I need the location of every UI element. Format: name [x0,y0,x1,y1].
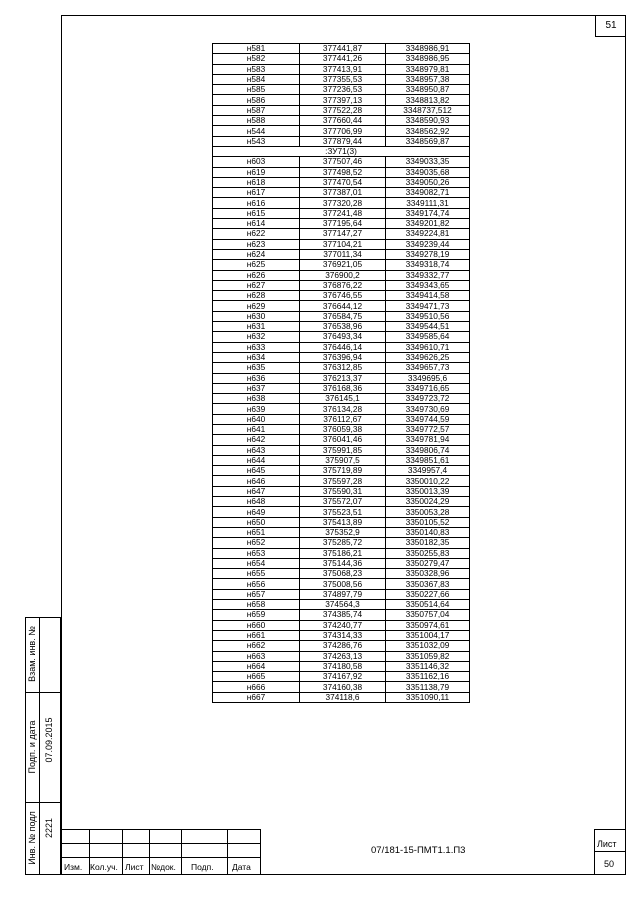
table-row [213,538,470,548]
table-row [213,291,470,301]
point-id-cell: н632 [213,332,300,342]
y-coordinate-cell: 3348813,82 [386,95,470,105]
table-row [213,394,470,404]
table-row [213,208,470,218]
table-row [213,352,470,362]
x-coordinate-cell: 376493,34 [300,332,386,342]
y-coordinate-cell: 3349033,35 [386,157,470,167]
table-row [213,569,470,579]
point-id-cell: н636 [213,373,300,383]
y-coordinate-cell: 3349510,56 [386,311,470,321]
table-row [213,239,470,249]
table-row [213,672,470,682]
point-id-cell: н622 [213,229,300,239]
table-row [213,414,470,424]
left-stamp [25,617,61,875]
y-coordinate-cell: 3349851,61 [386,455,470,465]
x-coordinate-cell: 377879,44 [300,136,386,146]
point-id-cell: н659 [213,610,300,620]
x-coordinate-cell: 374564,3 [300,600,386,610]
table-row [213,373,470,383]
x-coordinate-cell: 377470,54 [300,177,386,187]
table-row [213,167,470,177]
x-coordinate-cell: 377387,01 [300,188,386,198]
y-coordinate-cell: 3348950,87 [386,85,470,95]
y-coordinate-cell: 3349471,73 [386,301,470,311]
y-coordinate-cell: 3351138,79 [386,682,470,692]
point-id-cell: н544 [213,126,300,136]
y-coordinate-cell: 3350105,52 [386,517,470,527]
table-row [213,157,470,167]
point-id-cell: н603 [213,157,300,167]
table-row [213,229,470,239]
y-coordinate-cell: 3349050,26 [386,177,470,187]
point-id-cell: н625 [213,260,300,270]
y-coordinate-cell: 3348562,92 [386,126,470,136]
y-coordinate-cell: 3349224,81 [386,229,470,239]
point-id-cell: н633 [213,342,300,352]
y-coordinate-cell: 3350013,39 [386,486,470,496]
table-row [213,445,470,455]
x-coordinate-cell: 374167,92 [300,672,386,682]
x-coordinate-cell: 376584,75 [300,311,386,321]
point-id-cell: н635 [213,363,300,373]
y-coordinate-cell: 3348986,95 [386,54,470,64]
y-coordinate-cell: 3349585,64 [386,332,470,342]
table-row [213,620,470,630]
x-coordinate-cell: 374286,76 [300,641,386,651]
point-id-cell: н588 [213,116,300,126]
point-id-cell: н617 [213,188,300,198]
point-id-cell: н581 [213,44,300,54]
point-id-cell: н585 [213,85,300,95]
point-id-cell: н666 [213,682,300,692]
table-row [213,332,470,342]
y-coordinate-cell: 3349772,57 [386,424,470,434]
table-row [213,558,470,568]
x-coordinate-cell: 374240,77 [300,620,386,630]
table-row [213,136,470,146]
table-row [213,177,470,187]
x-coordinate-cell: 374385,74 [300,610,386,620]
y-coordinate-cell: 3349806,74 [386,445,470,455]
point-id-cell: н642 [213,435,300,445]
point-id-cell: н662 [213,641,300,651]
table-row [213,579,470,589]
point-id-cell: н615 [213,208,300,218]
table-row [213,219,470,229]
y-coordinate-cell: 3348737,512 [386,105,470,115]
table-row [213,692,470,702]
x-coordinate-cell: 376213,37 [300,373,386,383]
y-coordinate-cell: 3351146,32 [386,661,470,671]
table-row [213,661,470,671]
table-row [213,116,470,126]
stamp-podp-label: Подп. и дата [27,720,37,774]
point-id-cell: н616 [213,198,300,208]
y-coordinate-cell: 3349318,74 [386,260,470,270]
table-row [213,74,470,84]
x-coordinate-cell: 375144,36 [300,558,386,568]
x-coordinate-cell: 375352,9 [300,527,386,537]
point-id-cell: н651 [213,527,300,537]
x-coordinate-cell: 376746,55 [300,291,386,301]
table-row [213,126,470,136]
y-coordinate-cell: 3348957,38 [386,74,470,84]
point-id-cell: н623 [213,239,300,249]
y-coordinate-cell: 3350053,28 [386,507,470,517]
table-row [213,188,470,198]
table-row [213,507,470,517]
x-coordinate-cell: 377355,53 [300,74,386,84]
table-row [213,486,470,496]
x-coordinate-cell: 377706,99 [300,126,386,136]
y-coordinate-cell: 3350757,04 [386,610,470,620]
x-coordinate-cell: 376876,22 [300,280,386,290]
table-row [213,54,470,64]
point-id-cell: н654 [213,558,300,568]
y-coordinate-cell: 3349239,44 [386,239,470,249]
document-code: 07/181-15-ПМТ1.1.П3 [371,845,466,856]
table-row [213,342,470,352]
top-page-number: 51 [595,15,626,37]
point-id-cell: н649 [213,507,300,517]
table-row [213,600,470,610]
y-coordinate-cell: 3350328,96 [386,569,470,579]
point-id-cell: н665 [213,672,300,682]
y-coordinate-cell: 3349716,65 [386,383,470,393]
x-coordinate-cell: 376396,94 [300,352,386,362]
y-coordinate-cell: 3349730,69 [386,404,470,414]
y-coordinate-cell: 3350227,66 [386,589,470,599]
y-coordinate-cell: 3350367,83 [386,579,470,589]
x-coordinate-cell: 376312,85 [300,363,386,373]
point-id-cell: н628 [213,291,300,301]
point-id-cell: н658 [213,600,300,610]
y-coordinate-cell: 3350182,35 [386,538,470,548]
point-id-cell: н655 [213,569,300,579]
header-podp: Подп. [191,862,214,872]
point-id-cell: н644 [213,455,300,465]
y-coordinate-cell: 3349035,68 [386,167,470,177]
x-coordinate-cell: 377236,53 [300,85,386,95]
table-row [213,455,470,465]
table-row [213,641,470,651]
x-coordinate-cell: 377147,27 [300,229,386,239]
stamp-vzam-label: Взам. инв. № [27,626,37,682]
x-coordinate-cell: 377320,28 [300,198,386,208]
x-coordinate-cell: 376059,38 [300,424,386,434]
x-coordinate-cell: 376112,67 [300,414,386,424]
y-coordinate-cell: 3349278,19 [386,249,470,259]
y-coordinate-cell: 3349332,77 [386,270,470,280]
point-id-cell: н645 [213,466,300,476]
y-coordinate-cell: 3349723,72 [386,394,470,404]
header-kol-uch: Кол.уч. [90,862,118,872]
point-id-cell: н653 [213,548,300,558]
point-id-cell: н639 [213,404,300,414]
y-coordinate-cell: 3349082,71 [386,188,470,198]
table-row [213,198,470,208]
x-coordinate-cell: 377507,46 [300,157,386,167]
x-coordinate-cell: 375907,5 [300,455,386,465]
table-row [213,95,470,105]
x-coordinate-cell: 377397,13 [300,95,386,105]
x-coordinate-cell: 376921,05 [300,260,386,270]
x-coordinate-cell: 377441,26 [300,54,386,64]
stamp-inv-value: 2221 [44,817,54,839]
point-id-cell: н634 [213,352,300,362]
point-id-cell: н650 [213,517,300,527]
x-coordinate-cell: 375068,23 [300,569,386,579]
y-coordinate-cell: 3348590,93 [386,116,470,126]
table-row [213,527,470,537]
x-coordinate-cell: 375413,89 [300,517,386,527]
x-coordinate-cell: 376145,1 [300,394,386,404]
x-coordinate-cell: 377413,91 [300,64,386,74]
x-coordinate-cell: 375008,56 [300,579,386,589]
table-row [213,610,470,620]
stamp-podp-value: 07.09.2015 [44,717,54,763]
table-row [213,249,470,259]
x-coordinate-cell: 376538,96 [300,322,386,332]
table-row [213,85,470,95]
point-id-cell: н657 [213,589,300,599]
y-coordinate-cell: 3349626,25 [386,352,470,362]
x-coordinate-cell: 374263,13 [300,651,386,661]
table-row [213,363,470,373]
coordinates-table [212,43,470,703]
point-id-cell: н618 [213,177,300,187]
table-row [213,280,470,290]
y-coordinate-cell: 3349695,6 [386,373,470,383]
x-coordinate-cell: 374118,6 [300,692,386,702]
x-coordinate-cell: 375186,21 [300,548,386,558]
point-id-cell: н648 [213,497,300,507]
x-coordinate-cell: 375590,31 [300,486,386,496]
y-coordinate-cell: 3349610,71 [386,342,470,352]
x-coordinate-cell: 374160,38 [300,682,386,692]
y-coordinate-cell: 3350255,83 [386,548,470,558]
x-coordinate-cell: 375523,51 [300,507,386,517]
x-coordinate-cell: 377441,87 [300,44,386,54]
table-row [213,517,470,527]
y-coordinate-cell: 3350279,47 [386,558,470,568]
y-coordinate-cell: 3351059,82 [386,651,470,661]
x-coordinate-cell: 375719,89 [300,466,386,476]
y-coordinate-cell: 3349657,73 [386,363,470,373]
table-row [213,270,470,280]
x-coordinate-cell: 377011,34 [300,249,386,259]
point-id-cell: н647 [213,486,300,496]
table-row [213,383,470,393]
point-id-cell: н637 [213,383,300,393]
point-id-cell: н543 [213,136,300,146]
x-coordinate-cell: 377660,44 [300,116,386,126]
table-row [213,435,470,445]
point-id-cell: н583 [213,64,300,74]
y-coordinate-cell: 3350024,29 [386,497,470,507]
table-row [213,322,470,332]
x-coordinate-cell: 376168,36 [300,383,386,393]
x-coordinate-cell: 374897,79 [300,589,386,599]
sheet-label: Лист [597,839,617,849]
x-coordinate-cell: 377522,28 [300,105,386,115]
y-coordinate-cell: 3350140,83 [386,527,470,537]
x-coordinate-cell: 375572,07 [300,497,386,507]
x-coordinate-cell: 375991,85 [300,445,386,455]
y-coordinate-cell: 3349174,74 [386,208,470,218]
y-coordinate-cell: 3351004,17 [386,630,470,640]
stamp-inv-label: Инв. № подл [27,811,37,865]
table-row [213,260,470,270]
point-id-cell: н584 [213,74,300,84]
y-coordinate-cell: 3349957,4 [386,466,470,476]
x-coordinate-cell: 376041,46 [300,435,386,445]
table-row [213,404,470,414]
title-block [61,829,626,875]
x-coordinate-cell: 377241,48 [300,208,386,218]
y-coordinate-cell: 3348986,91 [386,44,470,54]
header-ndok: №док. [151,862,176,872]
point-id-cell: н627 [213,280,300,290]
y-coordinate-cell: 3351162,16 [386,672,470,682]
table-row [213,64,470,74]
x-coordinate-cell: 376446,14 [300,342,386,352]
x-coordinate-cell: 377195,64 [300,219,386,229]
point-id-cell: н619 [213,167,300,177]
x-coordinate-cell: 374180,58 [300,661,386,671]
y-coordinate-cell: 3348569,87 [386,136,470,146]
header-list: Лист [125,862,144,872]
point-id-cell: н643 [213,445,300,455]
point-id-cell: н640 [213,414,300,424]
x-coordinate-cell: 376900,2 [300,270,386,280]
table-row [213,497,470,507]
point-id-cell: н586 [213,95,300,105]
y-coordinate-cell: 3350974,61 [386,620,470,630]
point-id-cell: н660 [213,620,300,630]
sheet-number: 50 [604,859,615,869]
point-id-cell: н652 [213,538,300,548]
y-coordinate-cell: 3349201,82 [386,219,470,229]
table-row [213,44,470,54]
y-coordinate-cell: 3349111,31 [386,198,470,208]
table-row [213,301,470,311]
header-data: Дата [232,862,251,872]
y-coordinate-cell: 3350010,22 [386,476,470,486]
point-id-cell: н624 [213,249,300,259]
y-coordinate-cell: 3350514,64 [386,600,470,610]
y-coordinate-cell: 3349544,51 [386,322,470,332]
table-row [213,105,470,115]
point-id-cell: н630 [213,311,300,321]
point-id-cell: н638 [213,394,300,404]
point-id-cell: н587 [213,105,300,115]
header-izm: Изм. [64,862,83,872]
table-row [213,548,470,558]
table-row [213,466,470,476]
point-id-cell: н661 [213,630,300,640]
x-coordinate-cell: 375597,28 [300,476,386,486]
y-coordinate-cell: 3351032,09 [386,641,470,651]
point-id-cell: н631 [213,322,300,332]
y-coordinate-cell: 3348979,81 [386,64,470,74]
y-coordinate-cell: 3349343,65 [386,280,470,290]
point-id-cell: н667 [213,692,300,702]
x-coordinate-cell: 376644,12 [300,301,386,311]
point-id-cell: н663 [213,651,300,661]
table-row [213,424,470,434]
x-coordinate-cell: 377104,21 [300,239,386,249]
table-row [213,311,470,321]
x-coordinate-cell: 377498,52 [300,167,386,177]
point-id-cell: н641 [213,424,300,434]
point-id-cell: н664 [213,661,300,671]
table-row [213,476,470,486]
x-coordinate-cell: 375285,72 [300,538,386,548]
section-row [213,146,470,156]
y-coordinate-cell: 3349781,94 [386,435,470,445]
point-id-cell: н646 [213,476,300,486]
point-id-cell: н582 [213,54,300,64]
x-coordinate-cell: 374314,33 [300,630,386,640]
point-id-cell: н626 [213,270,300,280]
table-row [213,682,470,692]
y-coordinate-cell: 3349744,59 [386,414,470,424]
section-label: :ЗУ71(3) [213,146,470,156]
y-coordinate-cell: 3351090,11 [386,692,470,702]
table-row [213,651,470,661]
point-id-cell: н614 [213,219,300,229]
x-coordinate-cell: 376134,28 [300,404,386,414]
point-id-cell: н629 [213,301,300,311]
y-coordinate-cell: 3349414,58 [386,291,470,301]
table-row [213,589,470,599]
table-row [213,630,470,640]
point-id-cell: н656 [213,579,300,589]
